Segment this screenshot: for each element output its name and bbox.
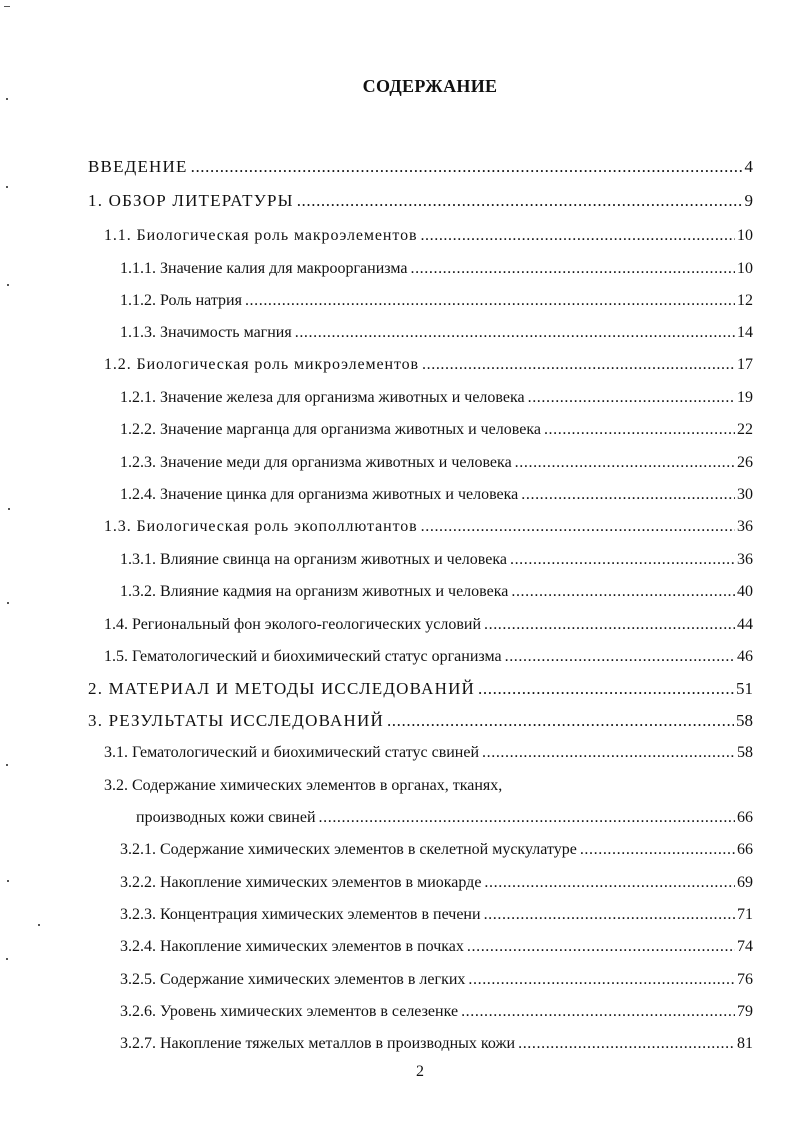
scan-artifact: [7, 284, 9, 286]
toc-entry-page: 79: [737, 1003, 753, 1020]
toc-entry[interactable]: [120, 323, 753, 343]
toc-leader-dots: [410, 259, 735, 279]
toc-entry-page: 51: [736, 679, 753, 698]
toc-entry-label: 2. МАТЕРИАЛ И МЕТОДЫ ИССЛЕДОВАНИЙ: [88, 679, 476, 698]
scan-artifact: [7, 602, 9, 604]
toc-entry[interactable]: [120, 291, 753, 311]
toc-entry-label: 3.2.7. Накопление тяжелых металлов в производных кожи: [120, 1035, 516, 1052]
toc-leader-dots: [484, 873, 735, 893]
toc-entry-page: 74: [737, 938, 753, 955]
toc-entry-label: 1.2.2. Значение марганца для организма животных и человека: [120, 421, 541, 438]
toc-entry[interactable]: [120, 485, 753, 505]
toc-entry-page: 40: [737, 583, 753, 600]
toc-entry-label: 1.1. Биологическая роль макроэлементов: [104, 227, 418, 244]
toc-entry[interactable]: [88, 157, 753, 177]
toc-entry-page: 12: [737, 292, 753, 309]
toc-entry-page: 69: [737, 874, 753, 891]
toc-entry[interactable]: [88, 191, 753, 211]
toc-entry[interactable]: [120, 905, 753, 925]
toc-leader-dots: [580, 840, 735, 860]
toc-entry-page: 44: [737, 616, 753, 633]
scan-artifact: [38, 924, 40, 926]
toc-leader-dots: [505, 647, 735, 667]
scan-artifact: [4, 6, 10, 7]
toc-entry-label: 3.2.2. Накопление химических элементов в миокарде: [120, 874, 482, 891]
toc-entry-label: 1.3.1. Влияние свинца на организм животных и человека: [120, 551, 507, 568]
scan-artifact: [7, 880, 9, 882]
scan-artifact: [6, 186, 8, 188]
toc-entry-page: 14: [737, 324, 753, 341]
toc-entry-label: 1.2.1. Значение железа для организма животных и человека: [120, 389, 525, 406]
toc-entry-label: 3.2.5. Содержание химических элементов в легких: [120, 971, 466, 988]
toc-entry[interactable]: [120, 582, 753, 602]
toc-entry-page: 26: [737, 454, 753, 471]
toc-entry-label: 1.4. Региональный фон эколого-геологических условий: [104, 616, 481, 633]
toc-entry-label: 1.3. Биологическая роль экополлютантов: [104, 518, 418, 535]
toc-entry-label: 1.1.3. Значимость магния: [120, 324, 292, 341]
toc-entry-label: 3.2.1. Содержание химических элементов в скелетной мускулатуре: [120, 841, 577, 858]
toc-entry-page: 46: [737, 648, 753, 665]
toc-entry-label: 3.2.6. Уровень химических элементов в селезенке: [120, 1003, 459, 1020]
toc-leader-dots: [297, 191, 743, 211]
toc-entry[interactable]: [120, 420, 753, 440]
toc-entry-label: 1.1.2. Роль натрия: [120, 292, 242, 309]
toc-entry[interactable]: [120, 1002, 753, 1022]
scan-artifact: [6, 98, 8, 100]
toc-entry[interactable]: [120, 453, 753, 473]
toc-entry-label: ВВЕДЕНИЕ: [88, 157, 188, 176]
toc-leader-dots: [421, 517, 735, 537]
toc-leader-dots: [319, 808, 735, 828]
page-number: 2: [416, 1063, 424, 1080]
toc-leader-dots: [191, 157, 743, 177]
toc-leader-dots: [420, 226, 735, 246]
toc-leader-dots: [544, 420, 735, 440]
toc-leader-dots: [484, 615, 735, 635]
toc-entry[interactable]: [104, 226, 753, 246]
toc-entry[interactable]: [104, 647, 753, 667]
toc-entry-label: 1.2.3. Значение меди для организма животных и человека: [120, 454, 512, 471]
toc-entry-label: 3.2.4. Накопление химических элементов в почках: [120, 938, 464, 955]
toc-entry-page: 71: [737, 906, 753, 923]
page-title: СОДЕРЖАНИЕ: [362, 76, 498, 96]
toc-entry-page: 81: [737, 1035, 753, 1052]
toc-entry-page: 58: [736, 711, 753, 730]
toc-leader-dots: [387, 711, 734, 731]
toc-entry-page: 66: [737, 809, 753, 826]
toc-leader-dots: [467, 937, 735, 957]
scan-artifact: [8, 508, 10, 510]
toc-entry-label: 1.2. Биологическая роль микроэлементов: [104, 356, 420, 373]
toc-entry-page: 19: [737, 389, 753, 406]
toc-entry[interactable]: [120, 259, 753, 279]
toc-entry[interactable]: [120, 970, 753, 990]
toc-entry-page: 58: [737, 744, 753, 761]
toc-entry-page: 17: [737, 356, 753, 373]
toc-leader-dots: [518, 1034, 735, 1054]
toc-entry-label: 3. РЕЗУЛЬТАТЫ ИССЛЕДОВАНИЙ: [88, 711, 384, 730]
toc-entry-page: 36: [737, 518, 753, 535]
toc-entry[interactable]: [120, 550, 753, 570]
toc-entry[interactable]: [88, 711, 753, 731]
toc-leader-dots: [461, 1002, 735, 1022]
toc-entry-page: 22: [737, 421, 753, 438]
toc-leader-dots: [468, 970, 735, 990]
toc-entry-label: 1. ОБЗОР ЛИТЕРАТУРЫ: [88, 191, 294, 210]
toc-entry-page: 10: [737, 227, 753, 244]
toc-leader-dots: [245, 291, 735, 311]
scan-artifact: [6, 764, 8, 766]
toc-entry-label: 1.5. Гематологический и биохимический статус организма: [104, 648, 502, 665]
toc-leader-dots: [528, 388, 735, 408]
toc-entry[interactable]: [104, 355, 753, 375]
toc-entry[interactable]: [104, 615, 753, 635]
toc-entry-label: 3.2.3. Концентрация химических элементов в печени: [120, 906, 481, 923]
toc-entry-page: 76: [737, 971, 753, 988]
toc-entry-page: 36: [737, 551, 753, 568]
toc-leader-dots: [422, 355, 735, 375]
toc-leader-dots: [482, 743, 735, 763]
toc-entry-page: 30: [737, 486, 753, 503]
toc-leader-dots: [510, 550, 735, 570]
toc-leader-dots: [515, 453, 735, 473]
toc-leader-dots: [478, 679, 734, 699]
toc-entry-page: 9: [744, 191, 753, 210]
toc-leader-dots: [511, 582, 735, 602]
toc-entry-label: 3.1. Гематологический и биохимический статус свиней: [104, 744, 480, 761]
toc-entry[interactable]: [104, 517, 753, 537]
toc-entry[interactable]: [120, 1034, 753, 1054]
toc-entry-wrapped-line[interactable]: 3.2. Содержание химических элементов в органах, тканях,: [104, 777, 503, 794]
toc-entry-label: 1.2.4. Значение цинка для организма животных и человека: [120, 486, 519, 503]
toc-entry-page: 66: [737, 841, 753, 858]
toc-entry[interactable]: [120, 937, 753, 957]
scan-artifact: [6, 958, 8, 960]
toc-entry[interactable]: [104, 743, 753, 763]
toc-entry[interactable]: [120, 388, 753, 408]
toc-entry[interactable]: [88, 679, 753, 699]
toc-entry[interactable]: [120, 840, 753, 860]
toc-entry[interactable]: [136, 808, 753, 828]
toc-entry-label: производных кожи свиней: [136, 809, 316, 826]
toc-entry-label: 1.3.2. Влияние кадмия на организм животных и человека: [120, 583, 509, 600]
toc-leader-dots: [484, 905, 735, 925]
toc-entry-label: 1.1.1. Значение калия для макроорганизма: [120, 260, 408, 277]
toc-entry-page: 10: [737, 260, 753, 277]
toc-leader-dots: [521, 485, 735, 505]
toc-entry[interactable]: [120, 873, 753, 893]
toc-entry-page: 4: [744, 157, 753, 176]
toc-leader-dots: [295, 323, 735, 343]
